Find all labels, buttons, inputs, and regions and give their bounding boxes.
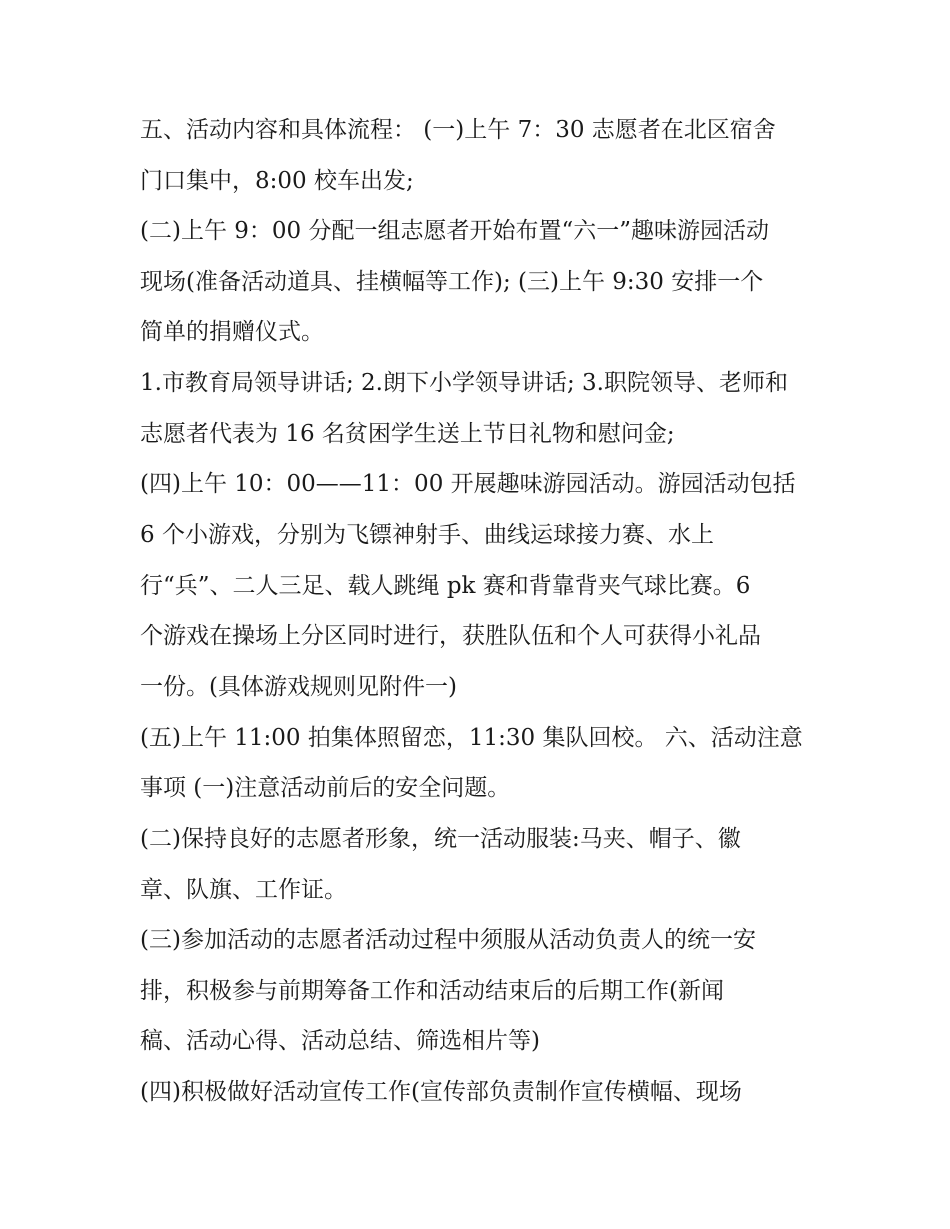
text-line: 1.市教育局领导讲话; 2.朗下小学领导讲话; 3.职院领导、老师和 [140,370,788,396]
text-line: (二)上午 9：00 分配一组志愿者开始布置“六一”趣味游园活动 [140,218,769,244]
text-line: 稿、活动心得、活动总结、筛选相片等) [140,1028,540,1054]
text-line: (三)参加活动的志愿者活动过程中须服从活动负责人的统一安 [140,927,756,953]
text-line: 门口集中，8:00 校车出发; [140,168,414,194]
text-line: 排，积极参与前期筹备工作和活动结束后的后期工作(新闻 [140,978,724,1004]
text-line: (四)上午 10：00——11：00 开展趣味游园活动。游园活动包括 [140,471,796,497]
text-line: (五)上午 11:00 拍集体照留恋，11:30 集队回校。 六、活动注意 [140,725,803,751]
text-line: 行“兵”、二人三足、载人跳绳 pk 赛和背靠背夹气球比赛。6 [140,573,751,599]
text-line: (二)保持良好的志愿者形象，统一活动服装:马夹、帽子、徽 [140,826,741,852]
text-line: 简单的捐赠仪式。 [140,319,324,345]
text-line: 一份。(具体游戏规则见附件一) [140,674,457,700]
text-line: 章、队旗、工作证。 [140,877,347,903]
text-line: 志愿者代表为 16 名贫困学生送上节日礼物和慰问金; [140,421,675,447]
text-line: 现场(准备活动道具、挂横幅等工作); (三)上午 9:30 安排一个 [140,269,764,295]
text-line: (四)积极做好活动宣传工作(宣传部负责制作宣传横幅、现场 [140,1079,742,1105]
text-line: 个游戏在操场上分区同时进行，获胜队伍和个人可获得小礼品 [140,623,761,649]
text-line: 6 个小游戏，分别为飞镖神射手、曲线运球接力赛、水上 [140,522,714,548]
text-line: 事项 (一)注意活动前后的安全问题。 [140,775,511,801]
text-line: 五、活动内容和具体流程： (一)上午 7：30 志愿者在北区宿舍 [140,117,776,143]
